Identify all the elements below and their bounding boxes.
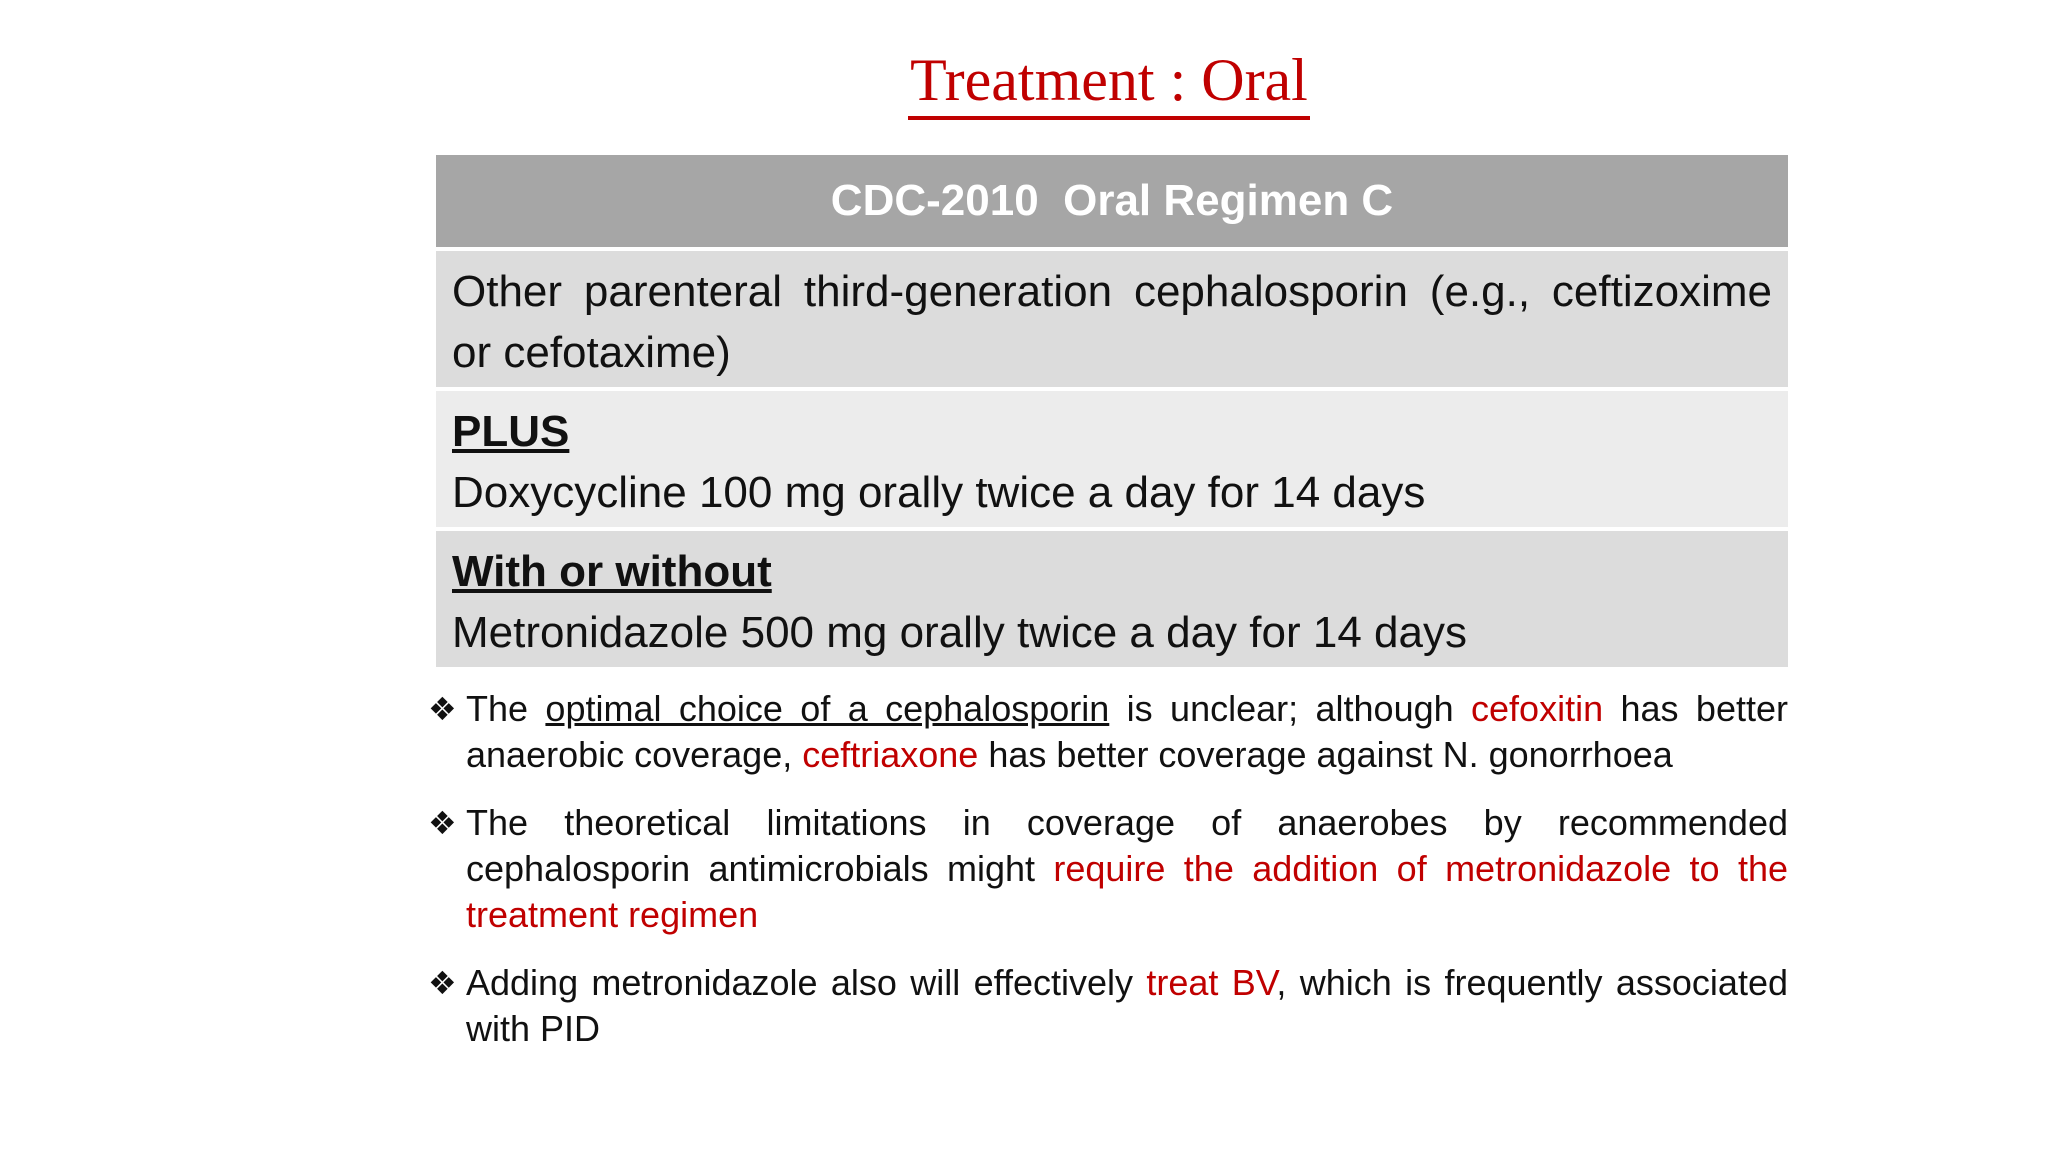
table-row-with-or-without — [436, 531, 1788, 667]
regimen-table — [436, 155, 1788, 671]
note-text: The theoretical limitations in coverage of anaerobes by recommended cephalosporin antimicrobials might — [466, 802, 1788, 889]
notes-list — [428, 686, 1788, 1074]
note-text: Adding metronidazole also will effectively — [466, 962, 1147, 1003]
table-row-cephalosporin — [436, 251, 1788, 387]
slide-title-text: Treatment : Oral — [908, 50, 1310, 120]
note-text: has better anaerobic coverage, — [466, 688, 1788, 775]
diamond-bullet-icon: ❖ — [428, 804, 457, 842]
note-highlight: require the addition of metronidazole to the treatment regimen — [466, 848, 1788, 935]
row-text-doxycycline: Doxycycline 100 mg orally twice a day for 14 days — [452, 468, 1426, 517]
note-item — [428, 960, 1788, 1052]
note-underlined-text: optimal choice of a cephalosporin — [545, 688, 1110, 729]
row-text-metronidazole: Metronidazole 500 mg orally twice a day for 14 days — [452, 608, 1467, 657]
note-item — [428, 800, 1788, 938]
note-text: is unclear; although — [1109, 688, 1472, 729]
note-text: , which is frequently associated with PID — [466, 962, 1788, 1049]
row-label-plus: PLUS — [452, 407, 570, 456]
note-highlight: ceftriaxone — [802, 734, 979, 775]
note-highlight: treat BV — [1146, 962, 1277, 1003]
slide-title — [0, 47, 2048, 120]
diamond-bullet-icon: ❖ — [428, 964, 457, 1002]
table-row-plus — [436, 391, 1788, 527]
row-text: Other parenteral third-generation cephalosporin (e.g., ceftizoxime or cefotaxime) — [452, 267, 1772, 377]
row-label-with-or-without: With or without — [452, 547, 772, 596]
note-text: has better coverage against N. gonorrhoea — [978, 734, 1673, 775]
diamond-bullet-icon: ❖ — [428, 690, 457, 728]
note-highlight: cefoxitin — [1471, 688, 1604, 729]
note-text: The — [466, 688, 546, 729]
table-header: CDC-2010 Oral Regimen C — [436, 155, 1788, 247]
note-item — [428, 686, 1788, 778]
